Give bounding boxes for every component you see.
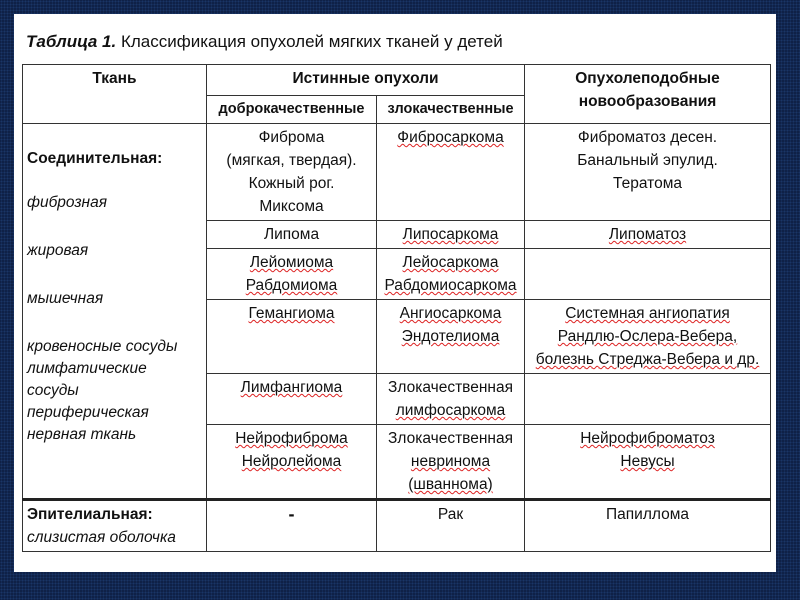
cell-epithelial-tumor-like [525,500,771,552]
cell-text: лимфосаркома [395,402,506,419]
header-tumor-like-line2: новообразования [578,93,717,110]
cell-fibrous-tumor-like [525,124,771,221]
tissue-epithelial: Эпителиальная: [27,506,153,523]
cell-muscle-tumor-like [525,249,771,300]
cell-text: Лимфангиома [240,379,343,396]
cell-text: Миксома [259,198,324,215]
tissue-column [23,124,207,500]
cell-text: Лейосаркома [402,254,499,271]
cell-text: болезнь Стреджа-Вебера и др. [535,351,760,368]
cell-muscle-benign [207,249,377,300]
slide [14,14,776,572]
tissue-lymph-vessels: лимфатические сосуды [27,360,147,399]
cell-fat-benign [207,221,377,249]
tissue-fibrous: фиброзная [27,194,107,211]
cell-text: Рабдомиома [245,277,338,294]
cell-text: Нейрофиброматоз [580,430,715,447]
cell-muscle-malignant [377,249,525,300]
cell-lymph-benign [207,374,377,425]
header-tissue: Ткань [23,65,207,124]
cell-text: Тератома [613,175,682,192]
cell-text: Липома [263,226,320,243]
cell-text: Кожный рог. [248,175,335,192]
cell-fibrous-benign [207,124,377,221]
tissue-fat: жировая [27,242,89,259]
tissue-muscle: мышечная [27,290,104,307]
cell-lymph-malignant [377,374,525,425]
cell-text: Невусы [620,453,675,470]
tissue-nerve-line1: периферическая [27,404,149,421]
cell-text: Системная ангиопатия [565,305,730,322]
cell-text: Фиброма [258,129,325,146]
cell-text: Фибросаркома [397,129,504,146]
header-malignant: злокачественные [377,96,525,124]
cell-text: Рак [437,506,464,523]
cell-epithelial-benign [207,500,377,552]
cell-fat-malignant [377,221,525,249]
cell-text: Рабдомиосаркома [384,277,517,294]
cell-vessels-benign [207,300,377,374]
cell-text: невринома [410,453,491,470]
cell-fibrous-malignant [377,124,525,221]
cell-text: Злокачественная [388,379,513,396]
cell-text: Банальный эпулид. [577,152,718,169]
cell-text: (мягкая, твердая). [226,152,357,169]
cell-text: Липоматоз [608,226,687,243]
cell-text: - [288,504,295,524]
cell-text: Нейролейома [241,453,342,470]
cell-text: Нейрофиброма [235,430,348,447]
cell-fat-tumor-like [525,221,771,249]
tissue-blood-vessels: кровеносные сосуды [27,338,178,355]
header-benign: доброкачественные [207,96,377,124]
cell-text: Рандлю-Ослера-Вебера, [557,328,738,345]
cell-text: Злокачественная [388,430,513,447]
cell-text: Эндотелиома [401,328,500,345]
header-tumor-like-line1: Опухолеподобные [575,70,720,87]
tissue-connective: Соединительная: [27,150,163,167]
cell-text: Фиброматоз десен. [577,129,718,146]
cell-vessels-tumor-like [525,300,771,374]
cell-nerve-tumor-like [525,425,771,500]
table-title-label: Таблица 1. [26,32,117,51]
cell-text: Гемангиома [248,305,335,322]
table-title-text: Классификация опухолей мягких тканей у детей [120,32,503,51]
table-row [23,500,771,552]
header-tumor-like [525,65,771,124]
classification-table [22,64,771,552]
table-title [26,32,503,52]
cell-lymph-tumor-like [525,374,771,425]
cell-text: Липосаркома [402,226,499,243]
table-row [23,124,771,221]
cell-nerve-malignant [377,425,525,500]
cell-nerve-benign [207,425,377,500]
tissue-nerve-line2: нервная ткань [27,426,137,443]
tissue-epithelial-cell [23,500,207,552]
cell-vessels-malignant [377,300,525,374]
tissue-mucosa: слизистая оболочка [27,529,176,546]
cell-text: Ангиосаркома [399,305,502,322]
header-true-tumors: Истинные опухоли [207,65,525,96]
table-header-row [23,65,771,96]
cell-text: (шваннома) [408,476,493,493]
cell-text: Папиллома [606,506,689,523]
cell-text: Лейомиома [249,254,334,271]
cell-epithelial-malignant [377,500,525,552]
